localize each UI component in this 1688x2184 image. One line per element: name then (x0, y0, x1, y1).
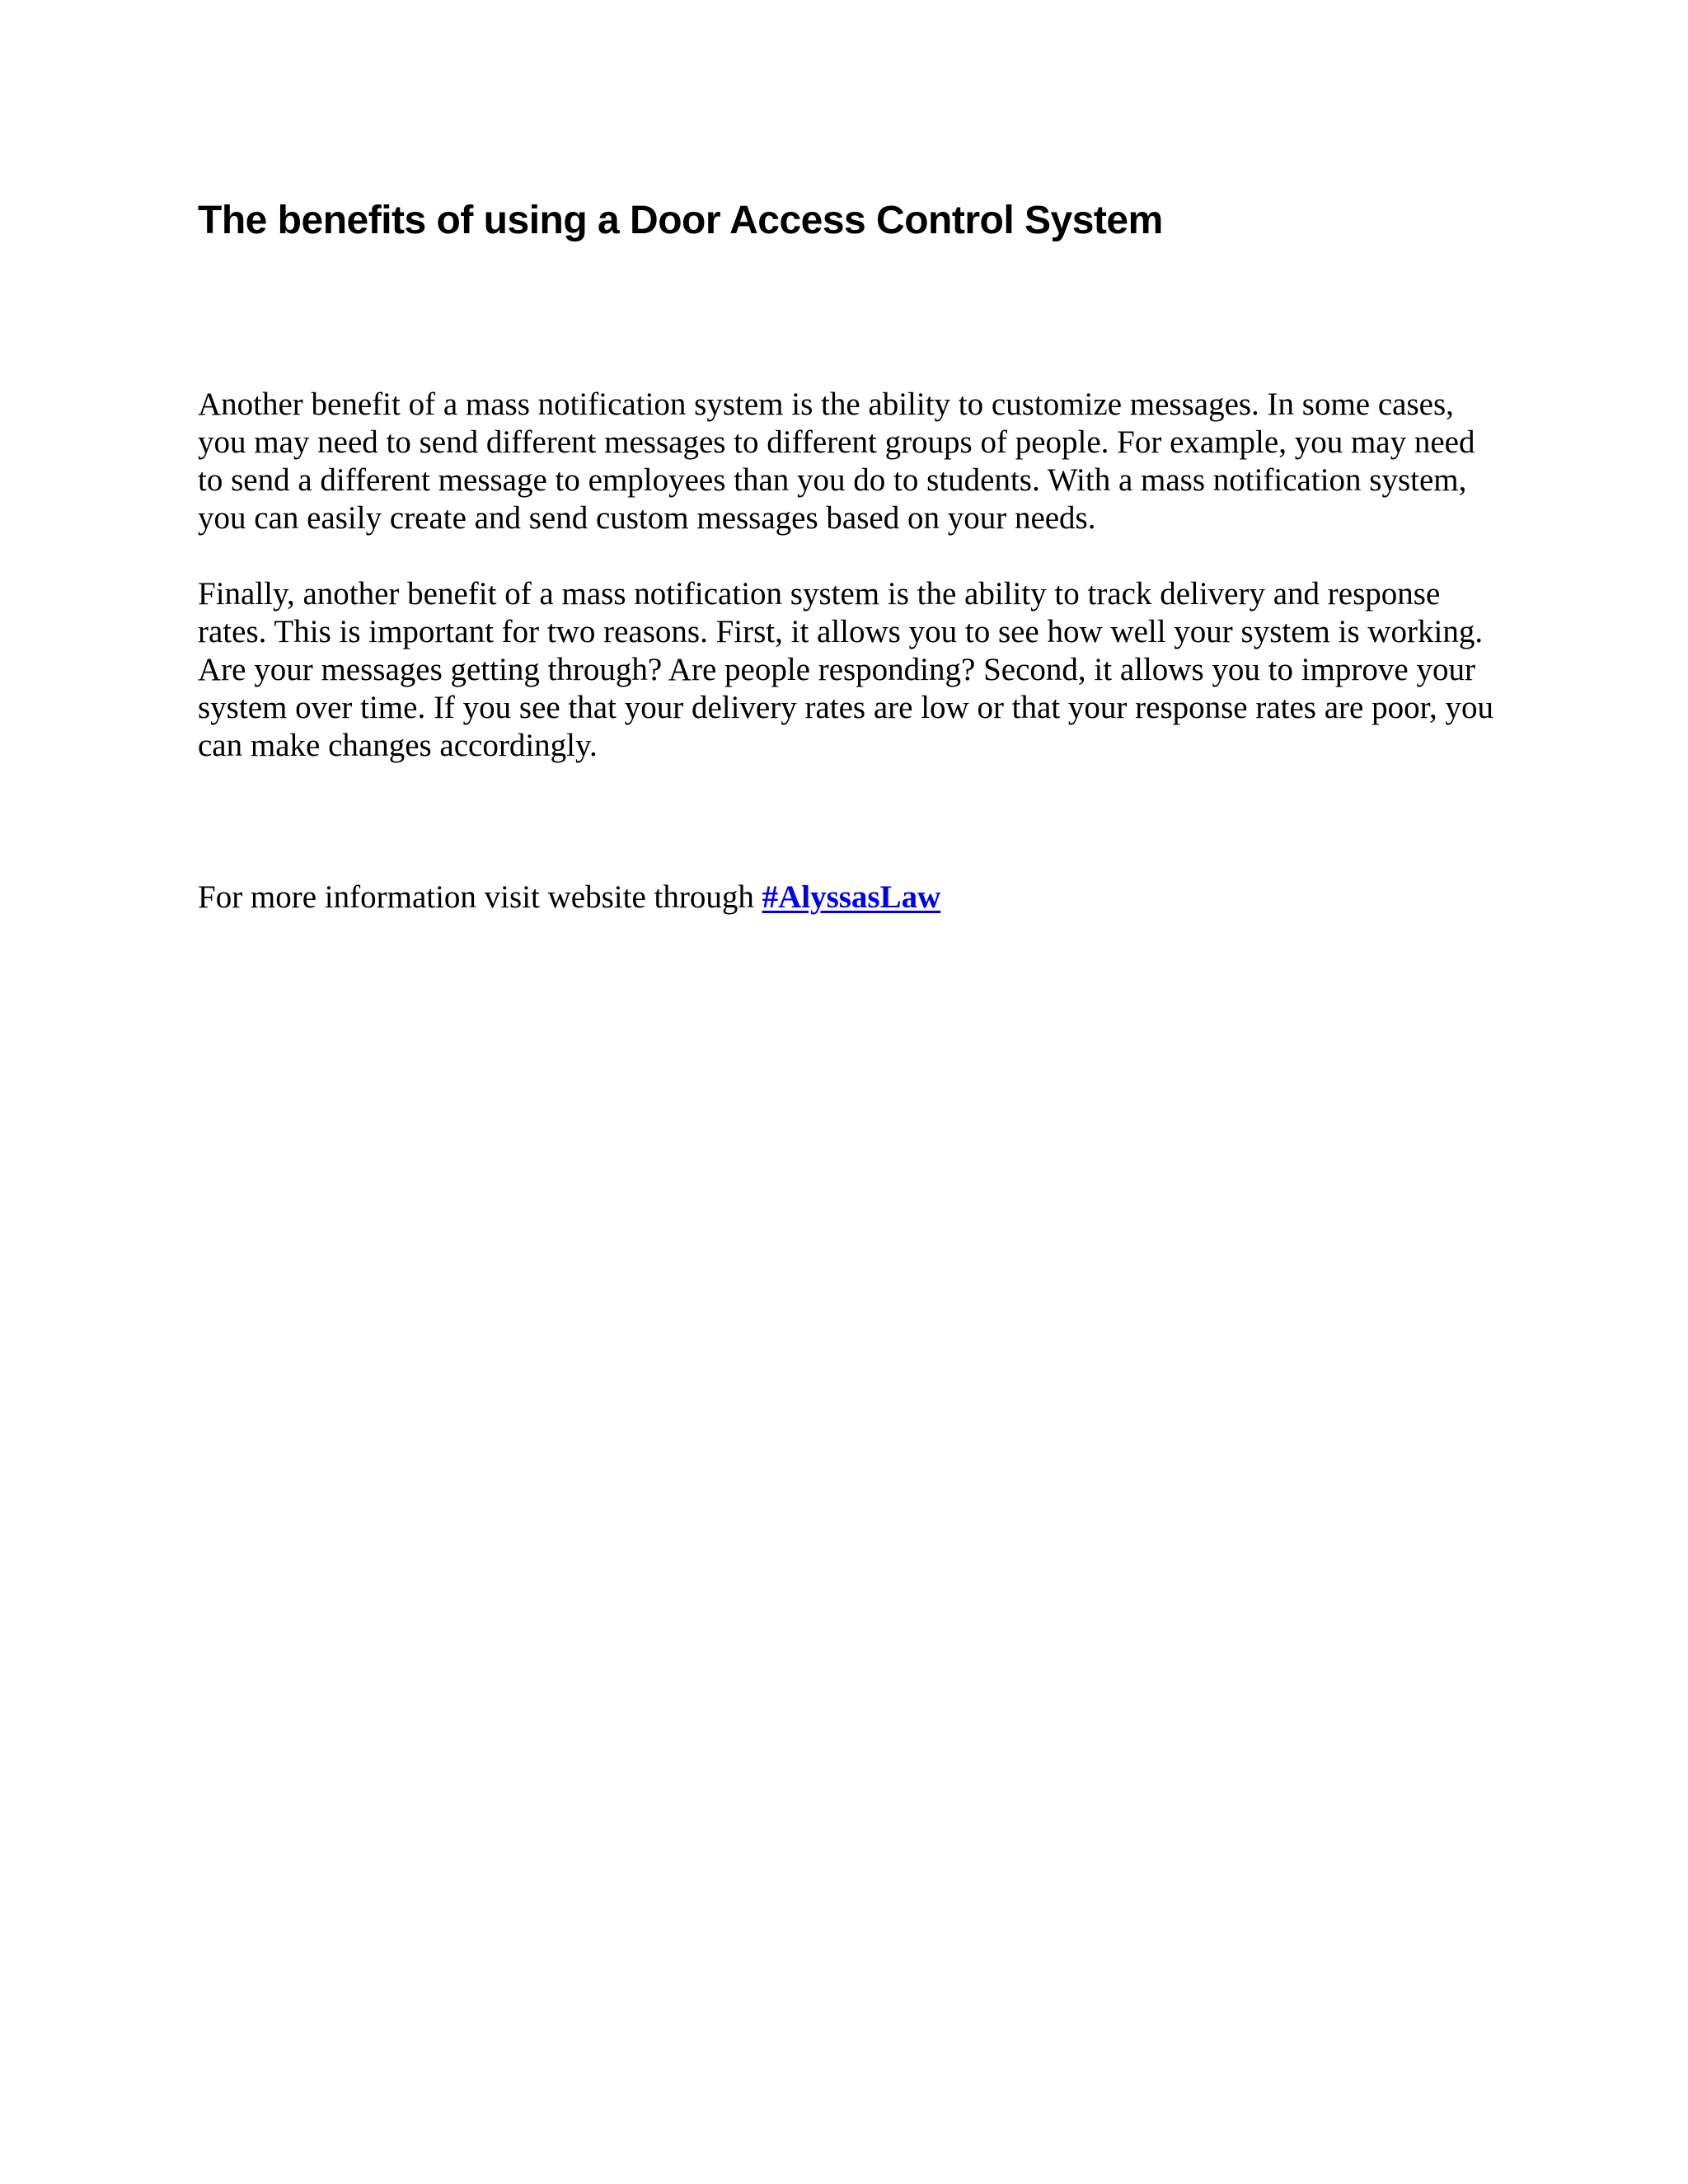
more-info-line (198, 879, 1517, 916)
document-title: The benefits of using a Door Access Control System (198, 199, 1163, 242)
body-paragraph-track-delivery: Finally, another benefit of a mass notification system is the ability to track delivery and response rates. This is important for two reasons. First, it allows you to see how well your system is working. Are your messages getting through? Are people responding? Second, it allows you to improve your system over time. If you see that your delivery rates are low or that your response rates are poor, you can make changes accordingly. (198, 576, 1494, 763)
alyssas-law-link[interactable]: #AlyssasLaw (762, 879, 941, 915)
body-paragraph-customize-messages: Another benefit of a mass notification system is the ability to customize messages. In some cases, you may need to send different messages to different groups of people. For example, you may need to send a different message to employees than you do to students. With a mass notification system, you can easily create and send custom messages based on your needs. (198, 387, 1475, 536)
more-info-text: For more information visit website through (198, 879, 762, 915)
